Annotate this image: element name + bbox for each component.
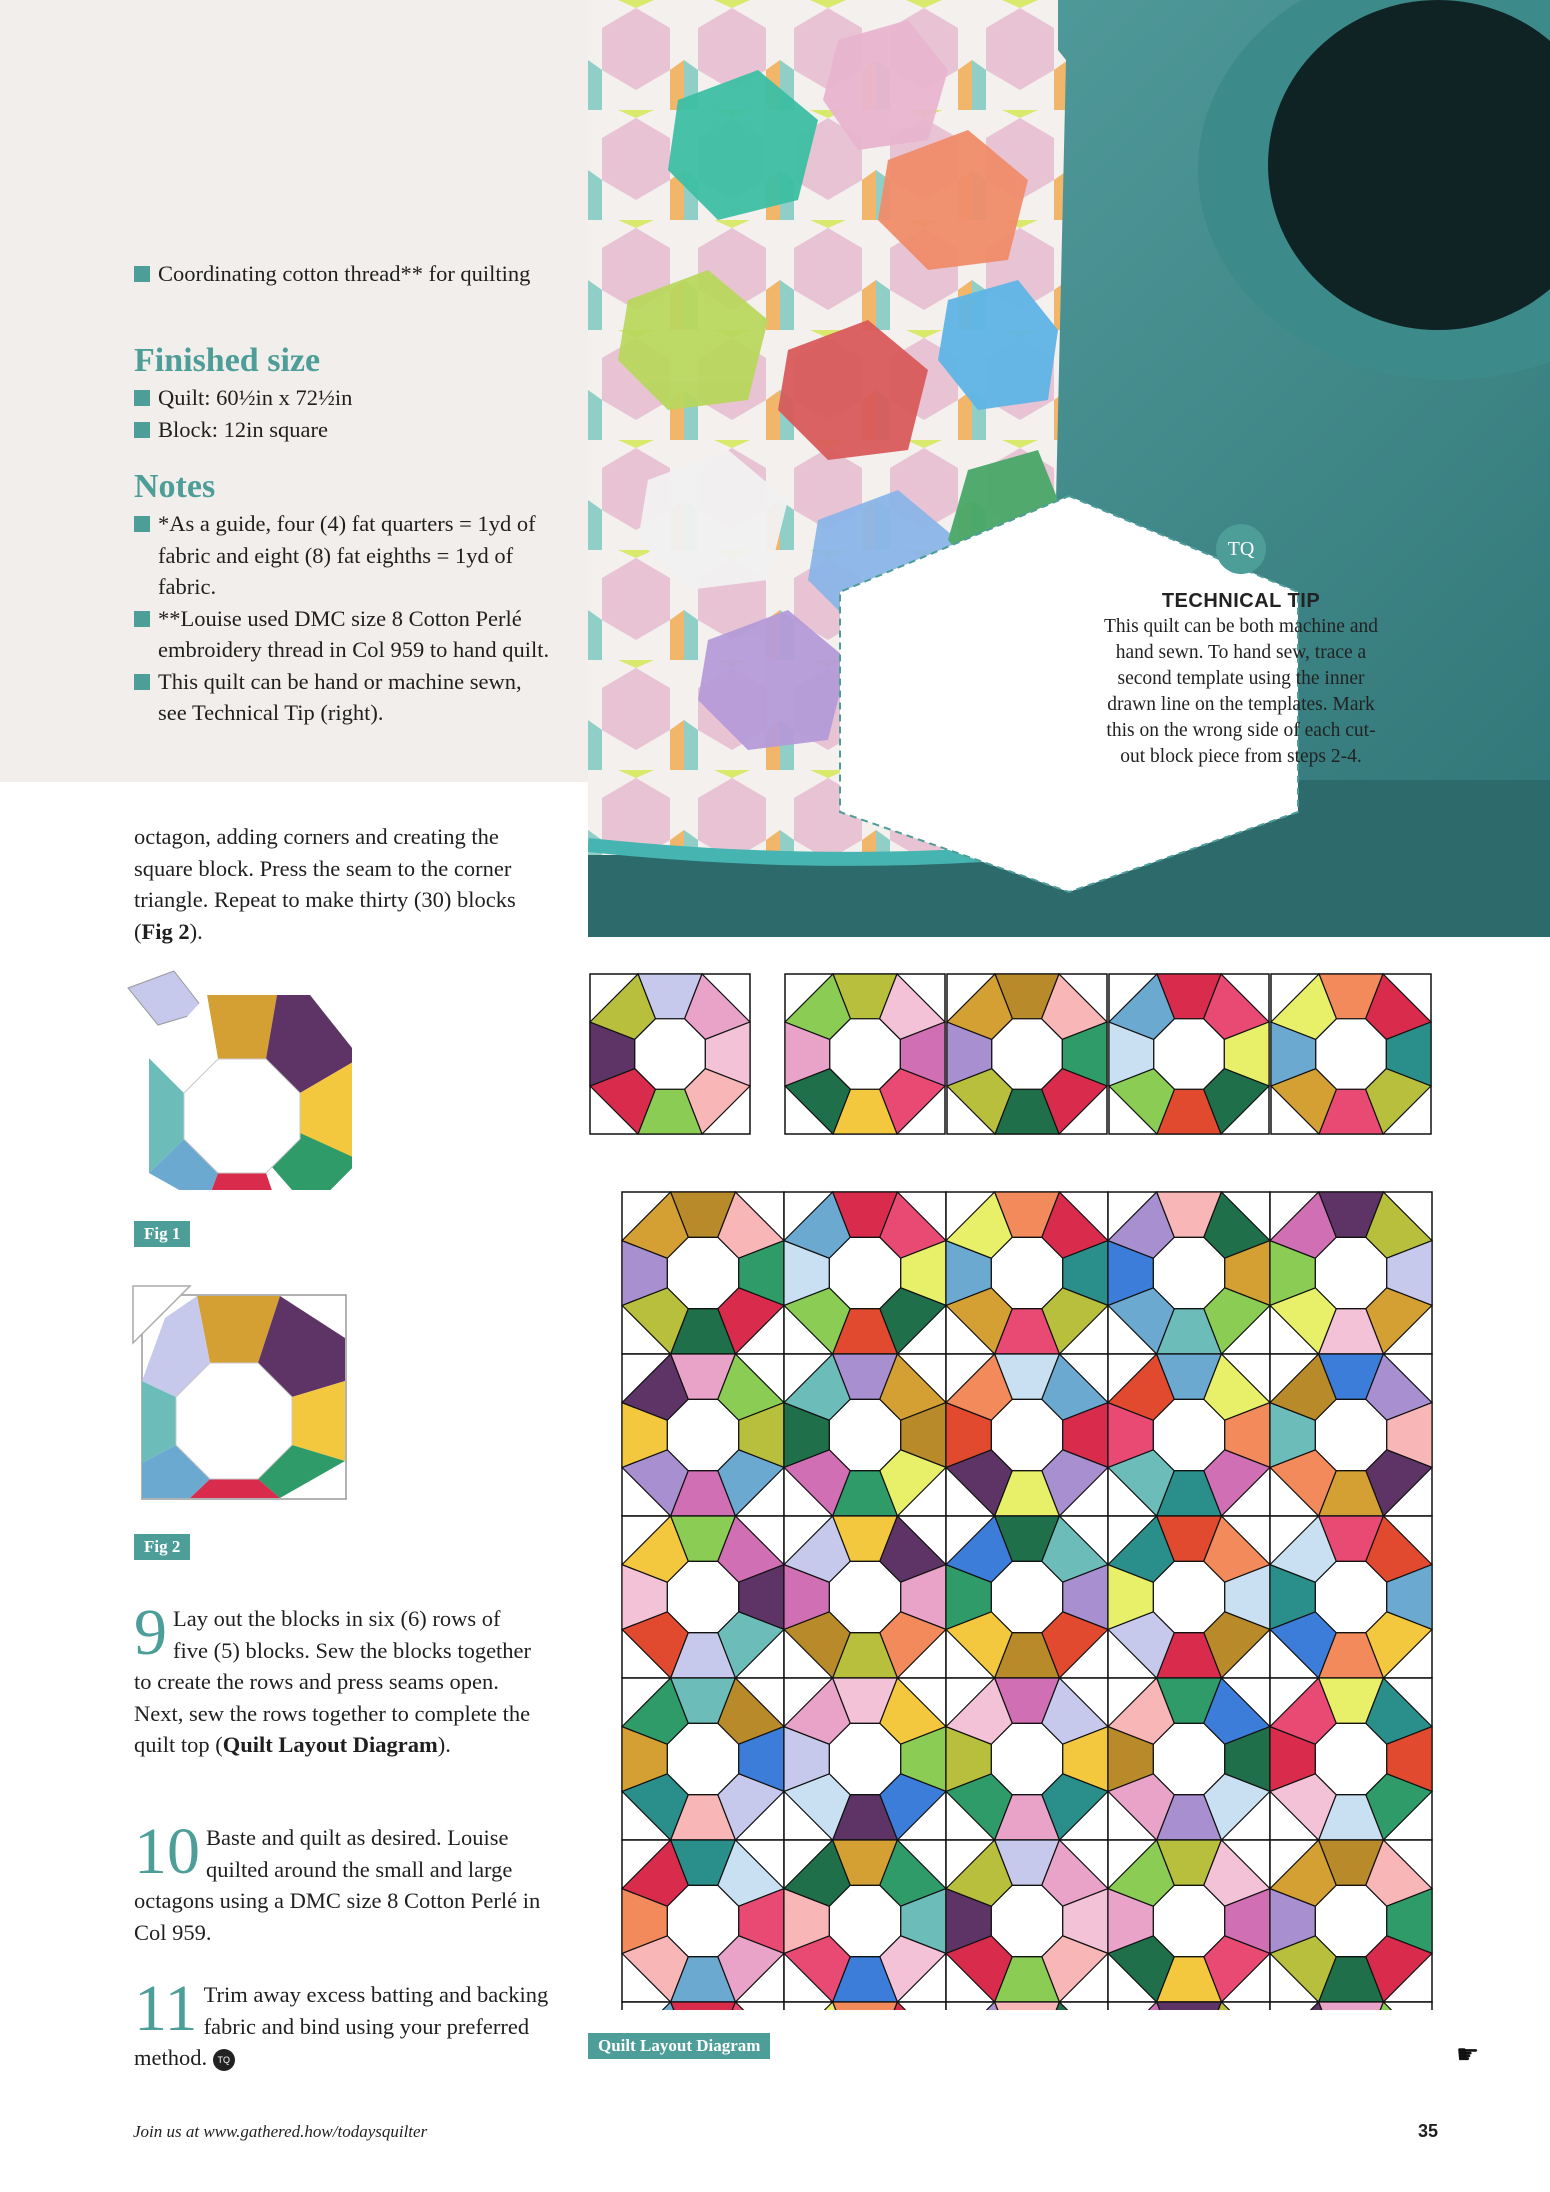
quilt-block xyxy=(784,1192,946,1354)
finished-size-heading: Finished size xyxy=(134,342,321,379)
fig2-diagram xyxy=(130,1283,350,1503)
quilt-layout-label: Quilt Layout Diagram xyxy=(588,2033,770,2059)
note-item: This quilt can be hand or machine sewn, see Technical Tip (right). xyxy=(134,666,554,729)
quilt-block xyxy=(947,974,1107,1134)
quilt-block xyxy=(1108,1840,1270,2002)
finished-block-size: Block: 12in square xyxy=(134,414,554,446)
finished-size-section xyxy=(134,342,554,445)
block-variations xyxy=(588,970,1438,1140)
quilt-block xyxy=(946,1354,1108,1516)
quilt-block xyxy=(1270,1516,1432,1678)
step-number: 9 xyxy=(134,1596,167,1669)
materials-continued xyxy=(134,258,554,290)
quilt-block xyxy=(784,2002,946,2010)
quilt-photo xyxy=(588,0,1550,937)
thread-item: Coordinating cotton thread** for quilting xyxy=(134,258,554,290)
step-10 xyxy=(134,1815,554,1948)
notes-list xyxy=(134,508,554,729)
quilt-block xyxy=(622,1192,784,1354)
notes-section xyxy=(134,468,554,729)
quilt-block xyxy=(1271,974,1431,1134)
quilt-block xyxy=(784,1354,946,1516)
quilt-block xyxy=(1108,1678,1270,1840)
quilt-block xyxy=(622,1678,784,1840)
quilt-block xyxy=(1109,974,1269,1134)
finished-quilt-size: Quilt: 60½in x 72½in xyxy=(134,382,554,414)
step-text-end: ). xyxy=(437,1732,451,1757)
quilt-photo-art xyxy=(588,0,1550,937)
hand-pointer-icon: ☛ xyxy=(1456,2040,1480,2069)
quilt-block xyxy=(946,1516,1108,1678)
quilt-block xyxy=(1108,1516,1270,1678)
quilt-block xyxy=(1270,1678,1432,1840)
continuation-figure-ref: Fig 2 xyxy=(141,918,190,944)
footer-text: Join us at www.gathered.how/todaysquilter xyxy=(133,2122,428,2141)
quilt-block xyxy=(946,2002,1108,2010)
tq-badge-icon: TQ xyxy=(1216,524,1266,574)
quilt-block xyxy=(1270,2002,1432,2010)
note-item: *As a guide, four (4) fat quarters = 1yd of fabric and eight (8) fat eighths = 1yd of fabric. xyxy=(134,508,554,603)
fig2-label: Fig 2 xyxy=(134,1534,190,1560)
continuation-text-end: ). xyxy=(189,918,203,944)
quilt-block xyxy=(784,1678,946,1840)
step-number: 11 xyxy=(134,1972,198,2045)
quilt-block xyxy=(1270,1354,1432,1516)
quilt-block xyxy=(1108,1192,1270,1354)
step-number: 10 xyxy=(134,1815,200,1888)
quilt-block xyxy=(785,974,945,1134)
fig1-label: Fig 1 xyxy=(134,1221,190,1247)
step-text: Baste and quilt as desired. Louise quilted around the small and large octagons using a DMC size 8 Cotton Perlé in Col 959. xyxy=(134,1825,541,1945)
tip-title: TECHNICAL TIP xyxy=(1161,590,1321,612)
quilt-block xyxy=(784,1840,946,2002)
quilt-block xyxy=(1270,1840,1432,2002)
quilt-block xyxy=(622,1516,784,1678)
page-number: 35 xyxy=(1418,2121,1439,2141)
end-badge-icon: TQ xyxy=(213,2049,235,2071)
quilt-block xyxy=(590,974,750,1134)
step-11 xyxy=(134,1972,554,2074)
quilt-layout-diagram xyxy=(620,1190,1436,2010)
quilt-block xyxy=(946,1678,1108,1840)
note-item: **Louise used DMC size 8 Cotton Perlé embroidery thread in Col 959 to hand quilt. xyxy=(134,603,554,666)
quilt-block xyxy=(622,1840,784,2002)
step-figure-ref: Quilt Layout Diagram xyxy=(222,1732,438,1757)
step-9 xyxy=(134,1596,534,1761)
quilt-block xyxy=(784,1516,946,1678)
step-continuation xyxy=(134,821,554,947)
quilt-block xyxy=(622,2002,784,2010)
quilt-block xyxy=(622,1354,784,1516)
finished-size-list xyxy=(134,382,554,445)
tip-body: This quilt can be both machine and hand sewn. To hand sew, trace a second template using the inner drawn line on the templates. Mark this on the wrong side of each cut-out block piece from steps 2-4. xyxy=(1103,616,1378,767)
technical-tip xyxy=(1103,588,1379,770)
fig1-diagram xyxy=(122,968,352,1190)
step-text: Lay out the blocks in six (6) rows of five (5) blocks. Sew the blocks together to create the rows and press seams open. Next, sew the rows together to complete the quilt top ( xyxy=(134,1606,532,1757)
notes-heading: Notes xyxy=(134,468,216,505)
quilt-block xyxy=(946,1840,1108,2002)
continuation-text: octagon, adding corners and creating the square block. Press the seam to the corner triangle. Repeat to make thirty (30) blocks ( xyxy=(134,824,516,944)
quilt-block xyxy=(1270,1192,1432,1354)
quilt-block xyxy=(1108,1354,1270,1516)
quilt-block xyxy=(946,1192,1108,1354)
thread-list xyxy=(134,258,554,290)
step-text: Trim away excess batting and backing fabric and bind using your preferred method. xyxy=(134,1982,549,2070)
quilt-block xyxy=(1108,2002,1270,2010)
